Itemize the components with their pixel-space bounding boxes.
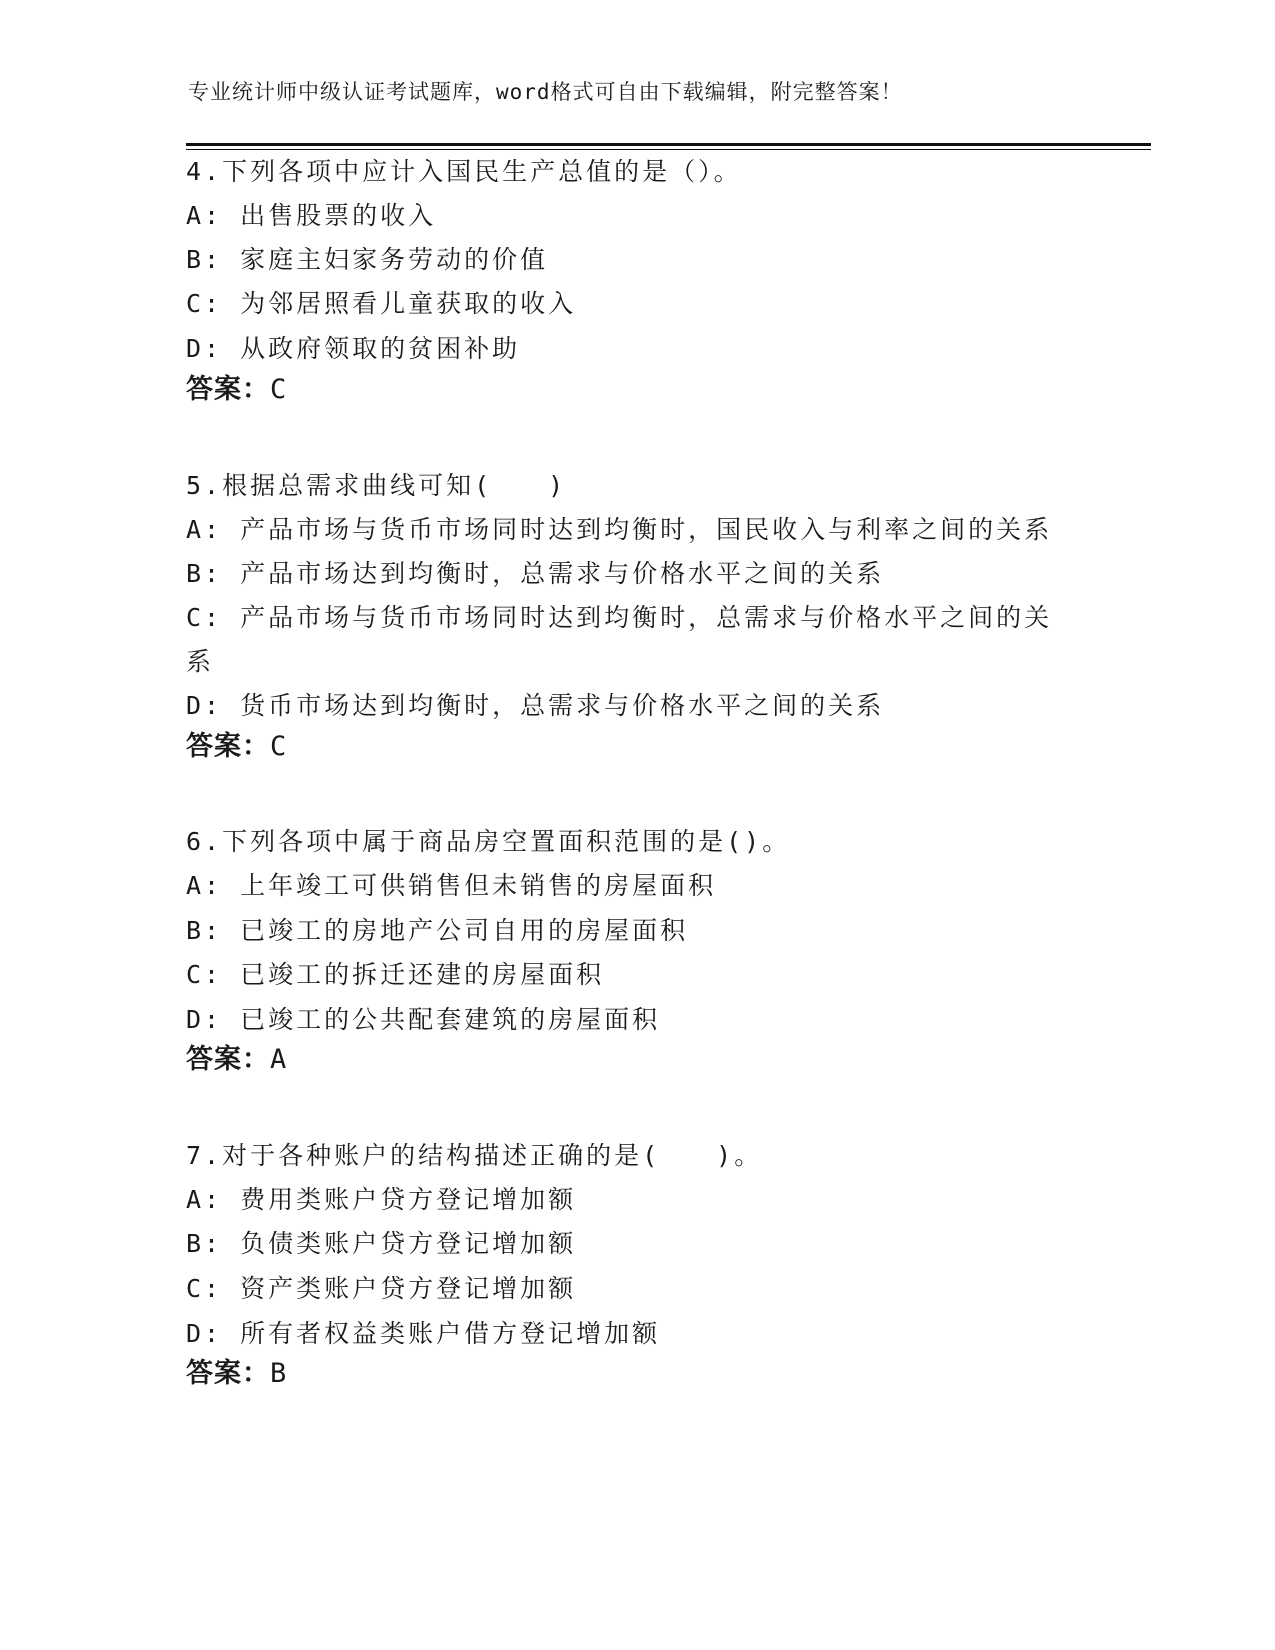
question-5-option-d: D: 货币市场达到均衡时，总需求与价格水平之间的关系: [186, 691, 885, 720]
header-divider-thin: [186, 149, 1151, 150]
answer-label: 答案：: [186, 1044, 270, 1075]
question-5-option-c: C: 产品市场与货币市场同时达到均衡时，总需求与价格水平之间的关: [186, 603, 1053, 632]
question-6-option-b: B: 已竣工的房地产公司自用的房屋面积: [186, 916, 689, 945]
document-header: 专业统计师中级认证考试题库，word格式可自由下载编辑，附完整答案！: [188, 80, 903, 104]
question-7-option-a: A: 费用类账户贷方登记增加额: [186, 1185, 577, 1214]
question-4-answer-value: C: [270, 374, 288, 405]
question-4-stem: 4.下列各项中应计入国民生产总值的是（）。: [186, 157, 742, 186]
answer-label: 答案：: [186, 731, 270, 762]
answer-label: 答案：: [186, 374, 270, 405]
question-4-option-d: D: 从政府领取的贫困补助: [186, 334, 521, 363]
question-7-answer-value: B: [270, 1358, 288, 1389]
question-6-option-a: A: 上年竣工可供销售但未销售的房屋面积: [186, 871, 717, 900]
question-6-option-d: D: 已竣工的公共配套建筑的房屋面积: [186, 1005, 661, 1034]
question-4-option-c: C: 为邻居照看儿童获取的收入: [186, 289, 577, 318]
answer-label: 答案：: [186, 1358, 270, 1389]
question-4-option-a: A: 出售股票的收入: [186, 201, 437, 230]
question-4-option-b: B: 家庭主妇家务劳动的价值: [186, 245, 549, 274]
question-5-option-a: A: 产品市场与货币市场同时达到均衡时，国民收入与利率之间的关系: [186, 515, 1053, 544]
question-7-option-c: C: 资产类账户贷方登记增加额: [186, 1274, 577, 1303]
question-6-option-c: C: 已竣工的拆迁还建的房屋面积: [186, 960, 605, 989]
question-5-answer-value: C: [270, 731, 288, 762]
question-7-option-b: B: 负债类账户贷方登记增加额: [186, 1229, 577, 1258]
question-7-stem: 7.对于各种账户的结构描述正确的是( )。: [186, 1141, 763, 1170]
question-5-answer: [186, 730, 287, 764]
question-4-answer: [186, 373, 287, 407]
question-7-answer: [186, 1357, 287, 1391]
question-6-stem: 6.下列各项中属于商品房空置面积范围的是()。: [186, 827, 791, 856]
question-7-option-d: D: 所有者权益类账户借方登记增加额: [186, 1319, 661, 1348]
header-divider-thick: [186, 143, 1151, 146]
question-5-stem: 5.根据总需求曲线可知( ): [186, 471, 567, 500]
question-5-option-b: B: 产品市场达到均衡时，总需求与价格水平之间的关系: [186, 559, 885, 588]
question-6-answer-value: A: [270, 1044, 288, 1075]
question-5-option-c-continued: 系: [186, 647, 215, 676]
question-6-answer: [186, 1043, 287, 1077]
